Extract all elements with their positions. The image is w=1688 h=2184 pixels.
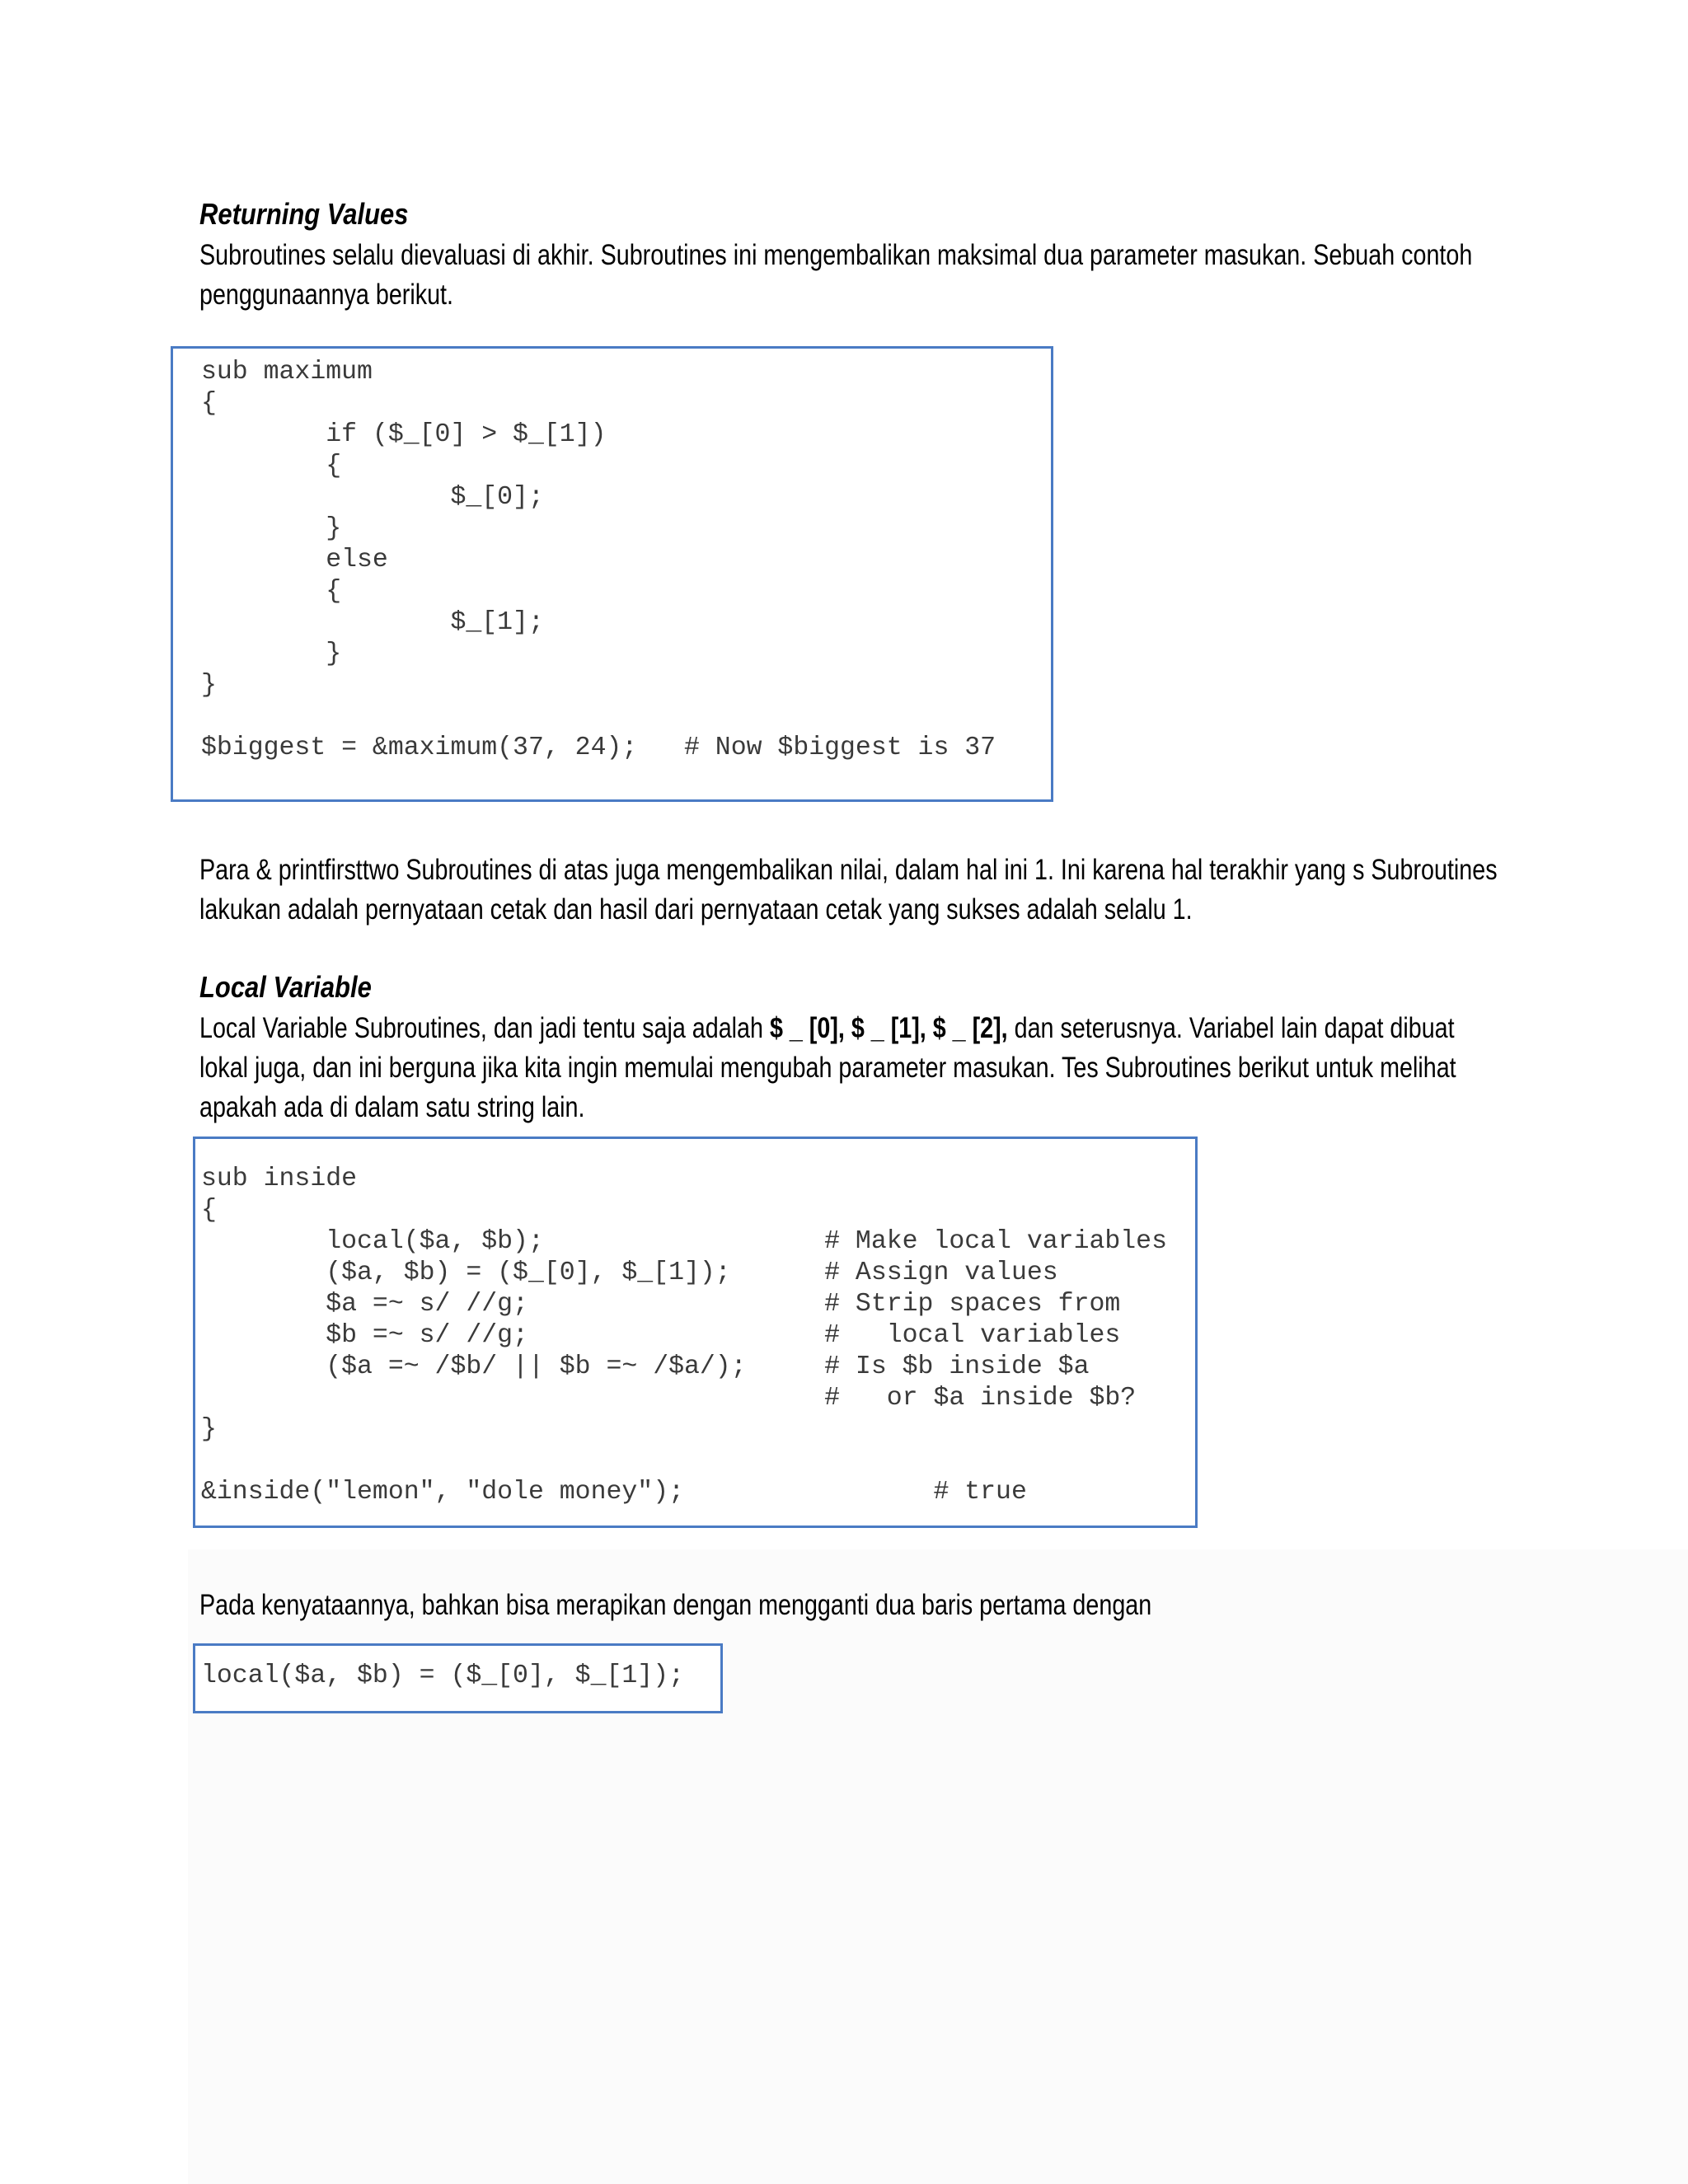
paragraph-line: lokal juga, dan ini berguna jika kita ingin memulai mengubah parameter masukan. Tes Subroutines berikut untuk melihat (199, 1052, 1456, 1084)
paragraph-line: penggunaannya berikut. (199, 279, 453, 311)
heading-local-variable: Local Variable (199, 970, 372, 1004)
paragraph-line: apakah ada di dalam satu string lain. (199, 1091, 585, 1123)
paragraph-line (199, 1009, 1456, 1048)
paragraph-line: lakukan adalah pernyataan cetak dan hasil dari pernyataan cetak yang sukses adalah selalu 1. (199, 893, 1193, 926)
code-inside: sub inside { local($a, $b); # Make local variables ($a, $b) = ($_[0], $_[1]); # Assign values $a =~ s/ //g; # Strip spaces from $b =~ s/ //g; # local variables ($a =~ /$b/ || $b =~ /$a/); # Is $b inside $a # or $a inside $b? } &inside("lemon", "dole money"); # true (201, 1165, 1167, 1507)
code-block-local (193, 1643, 723, 1713)
code-maximum: sub maximum { if ($_[0] > $_[1]) { $_[0]; } else { $_[1]; } } $biggest = &maximum(37, 24); # Now $biggest is 37 (201, 358, 996, 762)
code-block-maximum (171, 346, 1053, 802)
bold-parameter-list: $ _ [0], $ _ [1], $ _ [2], (769, 1012, 1008, 1044)
paragraph-line: Subroutines selalu dievaluasi di akhir. Subroutines ini mengembalikan maksimal dua parameter masukan. Sebuah contoh (199, 239, 1473, 271)
paragraph-line: Para & printfirsttwo Subroutines di atas juga mengembalikan nilai, dalam hal ini 1. Ini karena hal terakhir yang s Subroutines (199, 854, 1498, 886)
paragraph-line: Pada kenyataannya, bahkan bisa merapikan dengan mengganti dua baris pertama dengan (199, 1589, 1152, 1621)
heading-returning-values: Returning Values (199, 197, 409, 231)
text-segment: Local Variable Subroutines, dan jadi tentu saja adalah (199, 1012, 770, 1044)
paragraph-local-variable (199, 1009, 1456, 1127)
text-segment: dan seterusnya. Variabel lain dapat dibuat (1007, 1012, 1455, 1044)
paragraph-returning-values (199, 236, 1472, 315)
paragraph-printfirsttwo (199, 851, 1498, 930)
code-block-inside (193, 1137, 1198, 1528)
code-local: local($a, $b) = ($_[0], $_[1]); (201, 1661, 684, 1690)
paragraph-local-shortcut (199, 1586, 1151, 1625)
